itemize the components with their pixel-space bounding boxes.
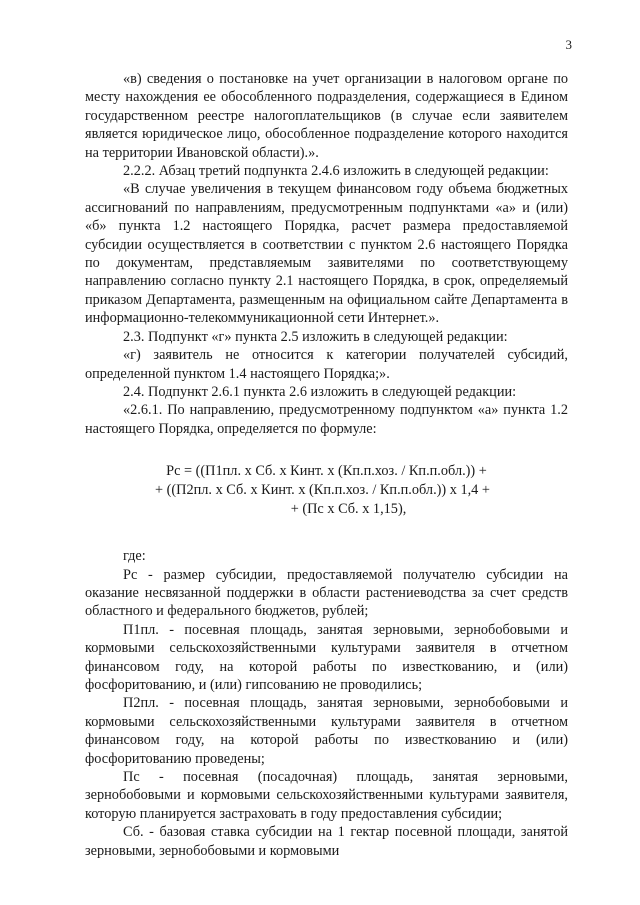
paragraph-subpoint-g: «г) заявитель не относится к категории получателей субсидий, определенной пунктом 1.4 настоящего Порядка;». [85,347,568,382]
paragraph-2-2-2: 2.2.2. Абзац третий подпункта 2.4.6 изложить в следующей редакции: [123,163,549,180]
definition-ps: Пс - посевная (посадочная) площадь, занятая зерновыми, зернобобовыми и кормовыми сельскохозяйственными культурами заявителя, которую планируется застраховать в году предоставления субсидии; [85,769,568,822]
definition-p1pl: П1пл. - посевная площадь, занятая зерновыми, зернобобовыми и кормовыми сельскохозяйственными культурами заявителя в отчетном финансовом году, на которой работы по известкованию, и (или) фосфоритованию, и (или) гипсованию не проводились; [85,621,568,693]
document-body [85,70,568,860]
paragraph-where: где: [123,548,146,565]
formula-line-3: + (Пс x Сб. x 1,15), [290,501,407,518]
paragraph-2-3: 2.3. Подпункт «г» пункта 2.5 изложить в следующей редакции: [123,328,508,345]
paragraph-tax-registration: «в) сведения о постановке на учет организации в налоговом органе по месту нахождения ее обособленного подразделения, содержащиеся в Едином государственном реестре налогоплательщиков (в случае если заявителем является юридическое лицо, обособленное подразделение которого находится на территории Ивановской области).». [85,71,568,161]
definition-rs: Рс - размер субсидии, предоставляемой получателю субсидии на оказание несвязанной поддержки в области растениеводства за счет средств областного и федерального бюджетов, рублей; [85,566,568,620]
subsidy-formula [85,462,568,519]
formula-line-2: + ((П2пл. x Сб. x Кинт. x (Кп.п.хоз. / Кп.п.обл.)) x 1,4 + [155,482,490,499]
paragraph-budget-increase: «В случае увеличения в текущем финансовом году объема бюджетных ассигнований по направлениям, предусмотренным подпунктами «а» и (или) «б» пункта 1.2 настоящего Порядка, расчет размера предоставляемой субсидии осуществляется в соответствии с пунктом 2.6 настоящего Порядка по документам, представляемым заявителями по соответствующему направлению согласно пункту 2.1 настоящего Порядка, в срок, определяемый приказом Департамента, размещенным на официальном сайте Департамента в информационно-телекоммуникационной сети Интернет.». [85,181,568,327]
formula-line-1: Рс = ((П1пл. x Сб. x Кинт. x (Кп.п.хоз. / Кп.п.обл.)) + [166,463,487,480]
paragraph-2-6-1: «2.6.1. По направлению, предусмотренному подпунктом «а» пункта 1.2 настоящего Порядка, определяется по формуле: [85,402,568,437]
paragraph-2-4: 2.4. Подпункт 2.6.1 пункта 2.6 изложить в следующей редакции: [123,383,517,400]
definition-sb: Сб. - базовая ставка субсидии на 1 гектар посевной площади, занятой зерновыми, зернобобовыми и кормовыми [85,824,568,859]
page-number: 3 [565,37,572,52]
definition-p2pl: П2пл. - посевная площадь, занятая зерновыми, зернобобовыми и кормовыми сельскохозяйственными культурами заявителя в отчетном финансовом году, на которой работы по известкованию и (или) фосфоритованию проведены; [85,695,568,767]
